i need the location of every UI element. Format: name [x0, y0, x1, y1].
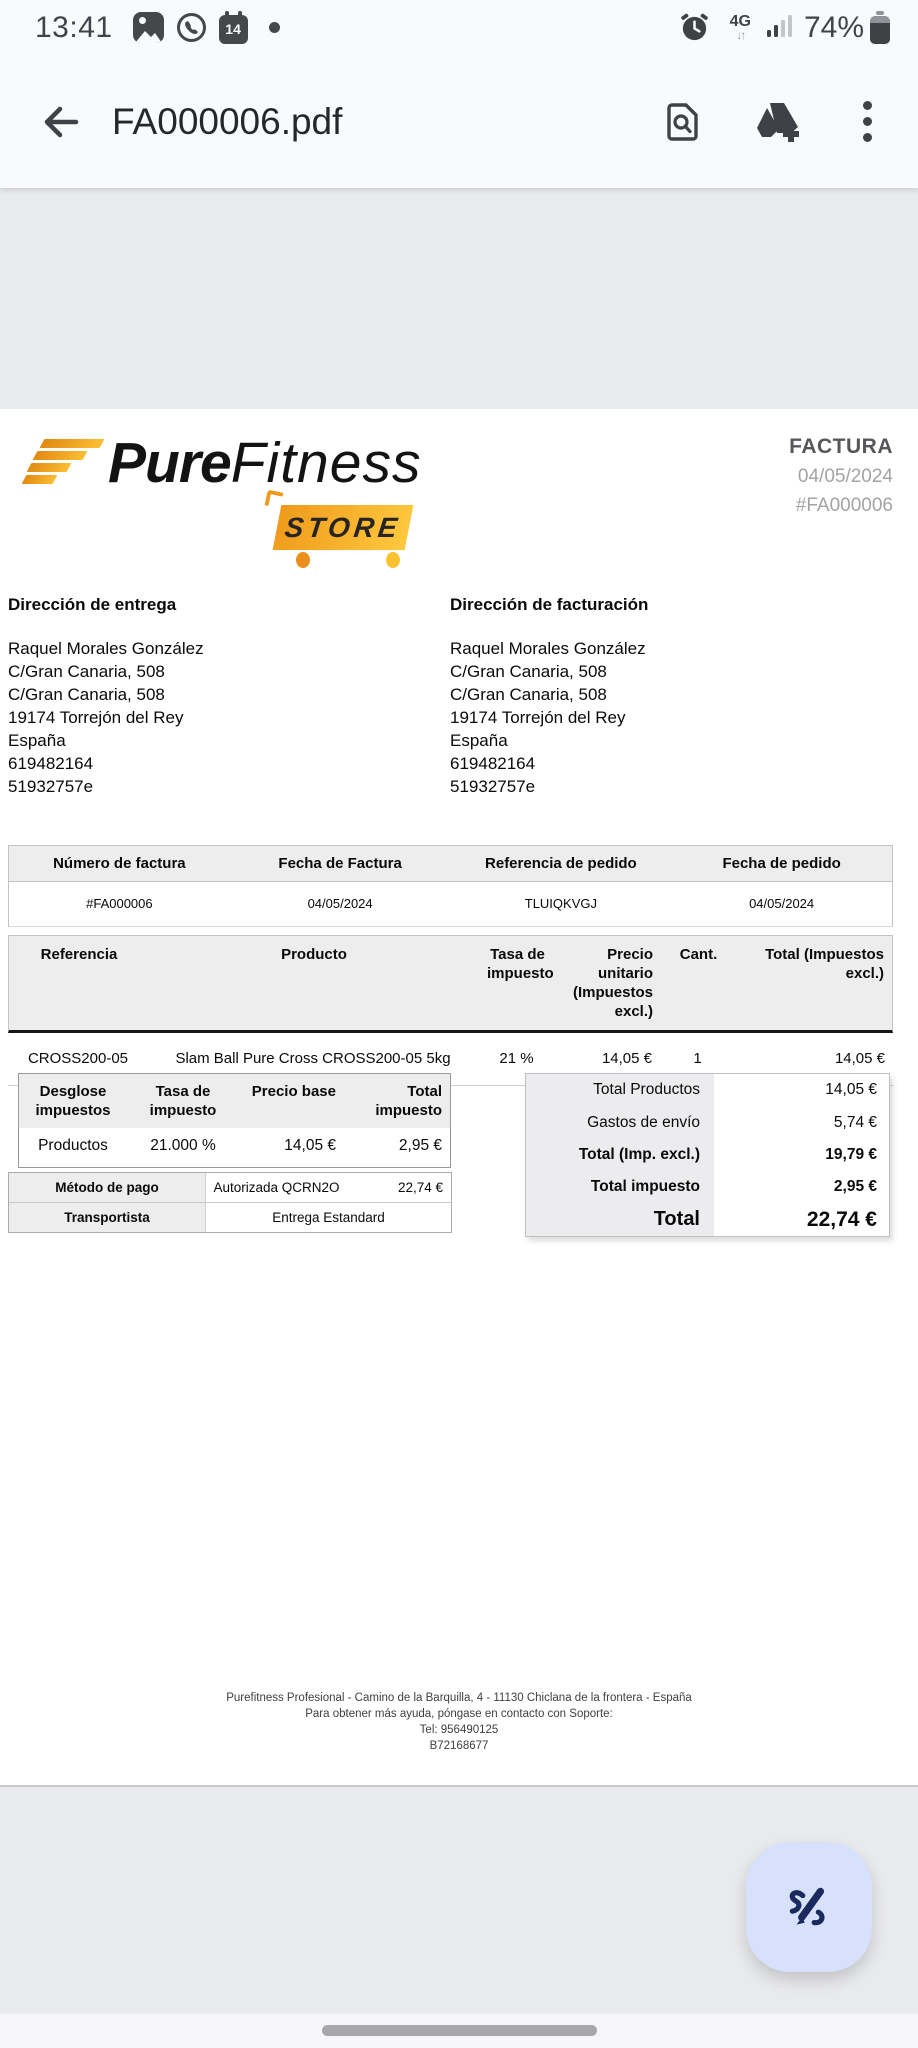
total-label: Total (Imp. excl.)	[526, 1139, 714, 1171]
overflow-menu-button[interactable]	[859, 97, 876, 146]
photos-icon	[133, 12, 164, 43]
column-header: Total (Impuestos excl.)	[765, 946, 884, 982]
info-table-row	[9, 882, 892, 926]
pdf-page	[0, 409, 918, 1787]
alarm-icon	[678, 11, 711, 44]
payment-method-label: Método de pago	[9, 1173, 206, 1202]
column-header: Producto	[281, 946, 347, 963]
address-line: España	[8, 731, 66, 750]
store-cart-badge	[273, 505, 414, 550]
cell-reference: CROSS200-05	[27, 1050, 129, 1067]
column-header: Número de factura	[53, 855, 186, 872]
total-label: Total	[526, 1204, 714, 1236]
speed-bars-icon	[20, 435, 106, 491]
invoice-date: 04/05/2024	[797, 466, 893, 487]
address-line: 619482164	[8, 754, 94, 773]
address-line: 51932757e	[8, 777, 94, 796]
store-label: STORE	[283, 511, 403, 543]
footer-line: Tel: 956490125	[419, 1724, 499, 1736]
total-value: 19,79 €	[825, 1146, 877, 1164]
total-value: 14,05 €	[825, 1081, 877, 1099]
column-header: Desglose impuestos	[35, 1083, 111, 1119]
cell-order-reference: TLUIQKVGJ	[524, 896, 597, 911]
cell-total-tax: 2,95 €	[398, 1137, 442, 1154]
payment-method-row	[9, 1173, 451, 1202]
items-table-header	[8, 935, 893, 1033]
shipping-address	[8, 595, 428, 798]
tax-table-row	[19, 1128, 450, 1167]
cell-invoice-date: 04/05/2024	[307, 896, 373, 911]
drive-add-icon	[753, 99, 809, 145]
tax-breakdown-table	[18, 1073, 451, 1168]
billing-address	[450, 595, 870, 798]
address-line: 19174 Torrejón del Rey	[8, 708, 184, 727]
address-line: Raquel Morales González	[450, 639, 646, 658]
clock-time: 13:41	[35, 10, 113, 44]
cell-tax-group: Productos	[38, 1137, 108, 1154]
invoice-footer	[0, 1690, 918, 1754]
network-indicator	[730, 14, 751, 41]
address-line: C/Gran Canaria, 508	[450, 662, 607, 681]
column-header: Fecha de pedido	[722, 855, 841, 872]
column-header: Referencia	[40, 946, 118, 963]
back-button[interactable]	[36, 98, 84, 146]
calendar-day: 14	[225, 21, 241, 37]
invoice-meta	[789, 435, 893, 517]
total-products-row	[526, 1074, 889, 1106]
total-tax-row	[526, 1171, 889, 1203]
address-line: Raquel Morales González	[8, 639, 204, 658]
cell-tax-rate: 21 %	[499, 1050, 534, 1067]
cell-line-total: 14,05 €	[834, 1050, 885, 1067]
column-header: Cant.	[679, 946, 718, 963]
payment-table	[8, 1172, 452, 1233]
footer-line: Para obtener más ayuda, póngase en contacto con Soporte:	[305, 1708, 613, 1720]
system-navigation-bar	[0, 2013, 918, 2048]
pdf-viewer-toolbar	[0, 55, 918, 188]
cell-order-date: 04/05/2024	[749, 896, 815, 911]
column-header: Tasa de impuesto	[487, 946, 554, 982]
column-header: Precio base	[251, 1083, 336, 1100]
address-line: España	[450, 731, 508, 750]
cell-quantity: 1	[693, 1050, 702, 1067]
address-line: 19174 Torrejón del Rey	[450, 708, 626, 727]
total-value: 22,74 €	[806, 1207, 877, 1231]
calendar-icon	[219, 12, 248, 44]
invoice-doc-type: FACTURA	[789, 435, 893, 458]
footer-line: Purefitness Profesional - Camino de la Barquilla, 4 - 11130 Chiclana de la frontera - España	[226, 1692, 692, 1704]
total-excl-tax-row	[526, 1139, 889, 1171]
document-title: FA000006.pdf	[112, 100, 343, 142]
payment-method-amount: 22,74 €	[397, 1180, 443, 1195]
shipping-cost-row	[526, 1106, 889, 1138]
battery-icon	[870, 11, 890, 44]
notification-dot-icon	[269, 22, 280, 33]
annotate-pen-icon	[782, 1880, 836, 1934]
column-header: Tasa de impuesto	[149, 1083, 217, 1119]
address-line: C/Gran Canaria, 508	[8, 662, 165, 681]
column-header: Fecha de Factura	[278, 855, 402, 872]
cell-tax-rate: 21.000 %	[150, 1137, 216, 1154]
network-type: 4G	[729, 13, 751, 30]
brand-name	[108, 431, 422, 495]
cell-base-price: 14,05 €	[284, 1137, 336, 1154]
billing-address-title: Dirección de facturación	[450, 595, 649, 614]
data-arrows-icon: ↓↑	[736, 28, 745, 42]
total-value: 5,74 €	[833, 1113, 877, 1131]
home-indicator-pill[interactable]	[322, 2025, 597, 2036]
cell-invoice-number: #FA000006	[86, 896, 153, 911]
address-line: 51932757e	[450, 777, 536, 796]
whatsapp-icon	[175, 11, 208, 44]
footer-line: B72168677	[429, 1740, 489, 1752]
payment-method-value: Autorizada QCRN2O	[213, 1180, 340, 1195]
address-line: 619482164	[450, 754, 536, 773]
back-arrow-icon	[38, 100, 82, 144]
column-header: Referencia de pedido	[485, 855, 637, 872]
column-header: Precio unitario (Impuestos excl.)	[572, 946, 653, 1020]
total-label: Total impuesto	[526, 1171, 714, 1203]
items-table	[8, 935, 893, 1086]
find-in-document-button[interactable]	[661, 101, 703, 143]
invoice-info-table	[8, 845, 893, 927]
total-label: Gastos de envío	[526, 1106, 714, 1138]
invoice-number: #FA000006	[795, 495, 893, 516]
battery-percentage: 74%	[803, 10, 864, 44]
brand-logo	[20, 431, 422, 495]
signal-bars-icon	[767, 15, 792, 37]
grand-total-row	[526, 1204, 889, 1236]
annotate-fab-button[interactable]	[746, 1842, 872, 1972]
brand-name-light: Fitness	[230, 431, 422, 495]
shipping-address-title: Dirección de entrega	[8, 595, 177, 614]
carrier-label: Transportista	[9, 1203, 206, 1232]
cart-wheel-left-icon	[296, 552, 310, 568]
cell-product: Slam Ball Pure Cross CROSS200-05 5kg	[175, 1050, 451, 1067]
brand-name-bold: Pure	[108, 431, 231, 495]
carrier-row	[9, 1202, 451, 1232]
totals-panel	[525, 1073, 890, 1237]
tax-table-header	[19, 1074, 450, 1128]
cart-wheel-right-icon	[386, 552, 400, 568]
status-bar	[0, 0, 918, 55]
total-value: 2,95 €	[833, 1178, 877, 1196]
address-line: C/Gran Canaria, 508	[8, 685, 165, 704]
total-label: Total Productos	[526, 1074, 714, 1106]
find-in-document-icon	[661, 101, 703, 143]
column-header: Total impuesto	[375, 1083, 442, 1119]
address-line: C/Gran Canaria, 508	[450, 685, 607, 704]
add-to-drive-button[interactable]	[753, 99, 809, 145]
carrier-value: Entrega Estandard	[272, 1210, 385, 1225]
cell-unit-price: 14,05 €	[601, 1050, 652, 1067]
info-table-header	[9, 846, 892, 882]
